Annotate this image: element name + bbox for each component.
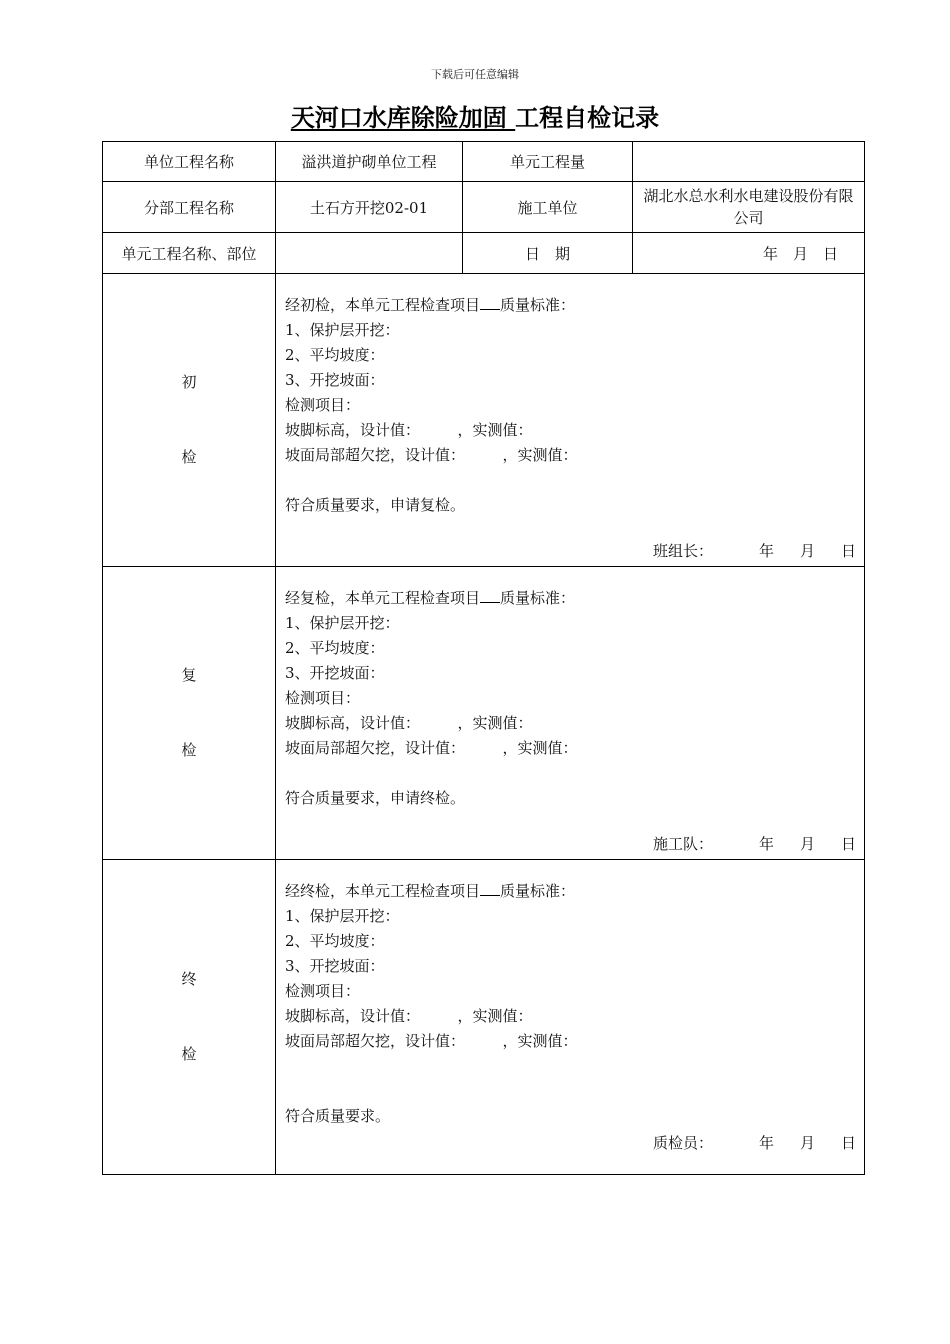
intro-line: [285, 879, 864, 904]
section-content[interactable]: [276, 860, 865, 1175]
toe-elevation-line: 坡脚标高，设计值： ，实测值：: [285, 421, 533, 439]
item-excavation-slope: 3、开挖坡面：: [285, 957, 385, 975]
section-final-inspection: [103, 860, 865, 1175]
local-overbreak-line: 坡面局部超欠挖，设计值： ，实测值：: [285, 739, 578, 757]
element-name-value[interactable]: [276, 233, 463, 274]
intro-text: 经复检，本单元工程检查项目: [285, 589, 481, 607]
sign-year: 年: [758, 835, 774, 853]
row-unit-project: [103, 142, 865, 182]
element-name-label: 单元工程名称、部位: [103, 233, 276, 274]
self-inspection-form: [102, 141, 865, 1175]
intro-text: 经初检，本单元工程检查项目: [285, 296, 481, 314]
intro-line: [285, 293, 864, 318]
element-quantity-label: 单元工程量: [463, 142, 633, 182]
item-protective-layer: 1、保护层开挖：: [285, 321, 400, 339]
section-content[interactable]: [276, 567, 865, 860]
section-label-top: 初: [181, 373, 197, 391]
quality-standard-label: 质量标准：: [500, 589, 576, 607]
sign-year: 年: [758, 1134, 774, 1152]
element-quantity-value[interactable]: [633, 142, 865, 182]
division-label: 分部工程名称: [103, 182, 276, 233]
section-re-inspection: [103, 567, 865, 860]
blank-underline[interactable]: [480, 295, 500, 310]
title-suffix: 工程自检记录: [515, 103, 660, 132]
intro-text: 经终检，本单元工程检查项目: [285, 882, 481, 900]
sign-month: 月: [799, 542, 815, 560]
date-value[interactable]: 年 月 日: [633, 233, 865, 274]
contractor-value[interactable]: 湖北水总水利水电建设股份有限公司: [633, 182, 865, 233]
section-label: [103, 274, 276, 567]
item-protective-layer: 1、保护层开挖：: [285, 907, 400, 925]
section-label-bottom: 检: [181, 741, 197, 759]
item-average-slope: 2、平均坡度：: [285, 932, 385, 950]
conclusion-text: 符合质量要求，申请终检。: [285, 789, 466, 807]
signer-label: 质检员：: [652, 1134, 713, 1152]
intro-line: [285, 586, 864, 611]
item-average-slope: 2、平均坡度：: [285, 346, 385, 364]
signature-line: [653, 1132, 856, 1154]
conclusion-text: 符合质量要求。: [285, 1107, 391, 1125]
row-division: [103, 182, 865, 233]
sign-year: 年: [758, 542, 774, 560]
sign-month: 月: [799, 835, 815, 853]
unit-project-label: 单位工程名称: [103, 142, 276, 182]
local-overbreak-line: 坡面局部超欠挖，设计值： ，实测值：: [285, 1032, 578, 1050]
sign-day: 日: [840, 835, 856, 853]
signature-line: [653, 833, 856, 855]
signer-label: 施工队：: [652, 835, 713, 853]
signer-label: 班组长：: [652, 542, 713, 560]
section-label: [103, 567, 276, 860]
conclusion-text: 符合质量要求，申请复检。: [285, 496, 466, 514]
sign-day: 日: [840, 542, 856, 560]
blank-underline[interactable]: [480, 588, 500, 603]
item-protective-layer: 1、保护层开挖：: [285, 614, 400, 632]
section-label: [103, 860, 276, 1175]
section-content[interactable]: [276, 274, 865, 567]
test-items-label: 检测项目：: [285, 396, 361, 414]
date-label: 日 期: [463, 233, 633, 274]
section-label-bottom: 检: [181, 1045, 197, 1063]
section-label-top: 终: [181, 970, 197, 988]
test-items-label: 检测项目：: [285, 689, 361, 707]
item-average-slope: 2、平均坡度：: [285, 639, 385, 657]
section-label-bottom: 检: [181, 448, 197, 466]
title-project-name: 天河口水库除险加固: [290, 103, 516, 132]
unit-project-value[interactable]: 溢洪道护砌单位工程: [276, 142, 463, 182]
section-label-top: 复: [181, 666, 197, 684]
page-title: [0, 98, 950, 133]
toe-elevation-line: 坡脚标高，设计值： ，实测值：: [285, 714, 533, 732]
division-value[interactable]: 土石方开挖02-01: [276, 182, 463, 233]
quality-standard-label: 质量标准：: [500, 882, 576, 900]
contractor-label: 施工单位: [463, 182, 633, 233]
item-excavation-slope: 3、开挖坡面：: [285, 371, 385, 389]
test-items-label: 检测项目：: [285, 982, 361, 1000]
toe-elevation-line: 坡脚标高，设计值： ，实测值：: [285, 1007, 533, 1025]
blank-underline[interactable]: [480, 881, 500, 896]
item-excavation-slope: 3、开挖坡面：: [285, 664, 385, 682]
quality-standard-label: 质量标准：: [500, 296, 576, 314]
row-element-name: [103, 233, 865, 274]
signature-line: [653, 540, 856, 562]
sign-day: 日: [840, 1134, 856, 1152]
section-initial-inspection: [103, 274, 865, 567]
sign-month: 月: [799, 1134, 815, 1152]
header-note: 下载后可任意编辑: [431, 68, 519, 81]
local-overbreak-line: 坡面局部超欠挖，设计值： ，实测值：: [285, 446, 578, 464]
